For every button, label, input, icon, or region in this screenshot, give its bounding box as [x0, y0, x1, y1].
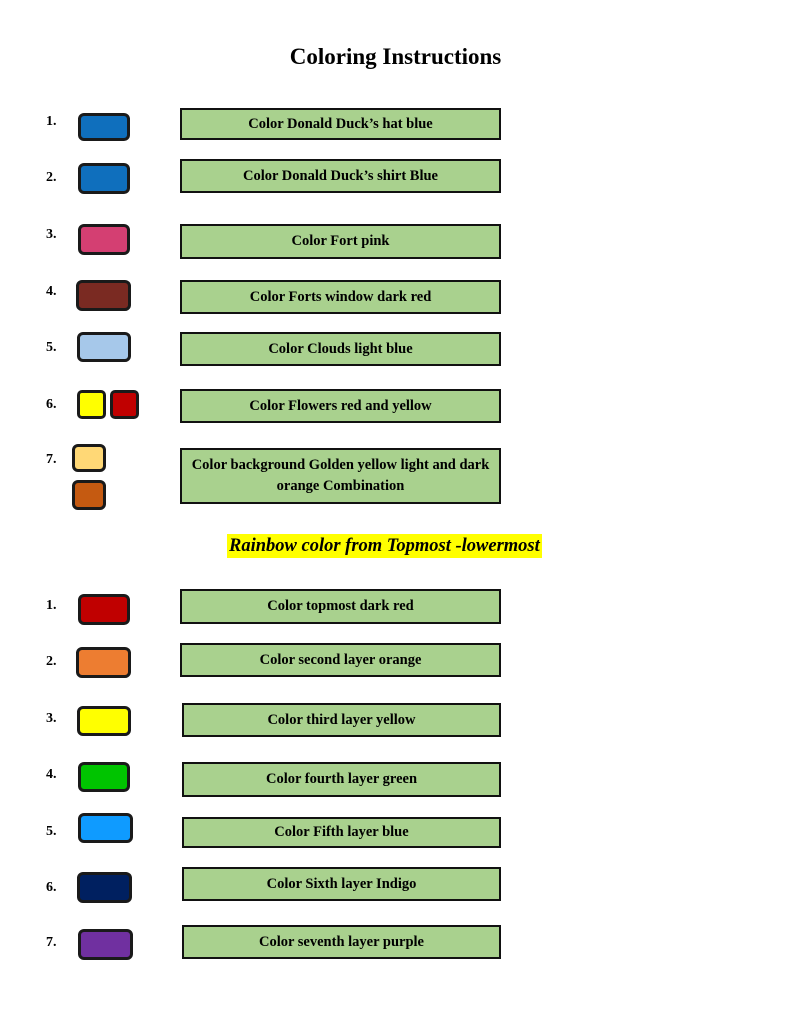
- color-swatch: [78, 224, 130, 255]
- color-swatch: [78, 163, 130, 194]
- instruction-box: Color background Golden yellow light and dark orange Combination: [180, 448, 501, 504]
- item-number: 2.: [46, 170, 57, 185]
- color-swatch: [110, 390, 139, 419]
- item-number: 4.: [46, 284, 57, 299]
- color-swatch: [77, 390, 106, 419]
- item-number: 6.: [46, 880, 57, 895]
- section-subtitle: Rainbow color from Topmost -lowermost: [229, 536, 540, 556]
- item-number: 1.: [46, 598, 57, 613]
- item-number: 1.: [46, 114, 57, 129]
- item-number: 7.: [46, 935, 57, 950]
- color-swatch: [72, 480, 106, 510]
- color-swatch: [78, 813, 133, 843]
- color-swatch: [77, 332, 131, 362]
- instruction-box: Color topmost dark red: [180, 589, 501, 624]
- item-number: 5.: [46, 340, 57, 355]
- instruction-box: Color Fort pink: [180, 224, 501, 259]
- instruction-box: Color Clouds light blue: [180, 332, 501, 366]
- instruction-box: Color fourth layer green: [182, 762, 501, 797]
- instruction-box: Color Fifth layer blue: [182, 817, 501, 848]
- color-swatch: [76, 647, 131, 678]
- item-number: 7.: [46, 452, 57, 467]
- color-swatch: [77, 706, 131, 736]
- instruction-box: Color seventh layer purple: [182, 925, 501, 959]
- page-title: Coloring Instructions: [289, 44, 502, 69]
- item-number: 4.: [46, 767, 57, 782]
- color-swatch: [78, 929, 133, 960]
- item-number: 3.: [46, 711, 57, 726]
- color-swatch: [77, 872, 132, 903]
- item-number: 5.: [46, 824, 57, 839]
- item-number: 3.: [46, 227, 57, 242]
- instruction-box: Color Flowers red and yellow: [180, 389, 501, 423]
- item-number: 2.: [46, 654, 57, 669]
- instruction-box: Color Donald Duck’s hat blue: [180, 108, 501, 140]
- color-swatch: [72, 444, 106, 472]
- color-swatch: [78, 762, 130, 792]
- instruction-box: Color second layer orange: [180, 643, 501, 677]
- instruction-box: Color Forts window dark red: [180, 280, 501, 314]
- color-swatch: [78, 594, 130, 625]
- instruction-box: Color Sixth layer Indigo: [182, 867, 501, 901]
- item-number: 6.: [46, 397, 57, 412]
- instruction-box: Color third layer yellow: [182, 703, 501, 737]
- instruction-box: Color Donald Duck’s shirt Blue: [180, 159, 501, 193]
- color-swatch: [78, 113, 130, 141]
- color-swatch: [76, 280, 131, 311]
